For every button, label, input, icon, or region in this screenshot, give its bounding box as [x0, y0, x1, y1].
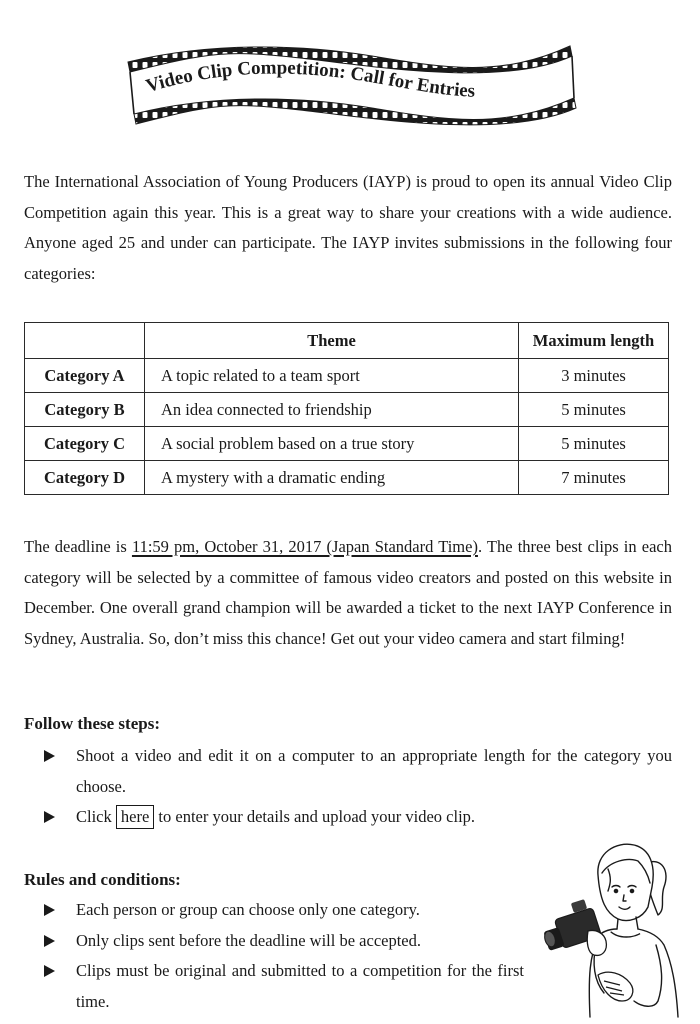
table-header-row — [25, 323, 669, 359]
deadline-details: . The three best clips in each category will be selected by a committee of famous video creators and posted on this website in December. One overall grand champion will be awarded a ticket to the next IAYP Conference in Sydney, Australia. So, don’t miss this chance! Get out your video camera and start filming! — [24, 537, 672, 648]
category-cell: Category A — [25, 359, 145, 393]
length-cell: 3 minutes — [519, 359, 669, 393]
steps-heading: Follow these steps: — [24, 714, 160, 733]
category-cell: Category C — [25, 427, 145, 461]
category-cell: Category B — [25, 393, 145, 427]
step-suffix: to enter your details and upload your video clip. — [154, 807, 476, 826]
triangle-bullet-icon — [44, 965, 55, 977]
table-header-length: Maximum length — [519, 323, 669, 359]
table-row — [25, 461, 669, 495]
film-strip-banner — [110, 40, 580, 140]
banner-title: Video Clip Competition: Call for Entries — [143, 57, 476, 102]
theme-cell: A mystery with a dramatic ending — [145, 461, 519, 495]
rules-list — [44, 895, 524, 1017]
categories-table — [24, 322, 669, 495]
triangle-bullet-icon — [44, 904, 55, 916]
length-cell: 5 minutes — [519, 393, 669, 427]
list-item — [44, 926, 524, 957]
triangle-bullet-icon — [44, 811, 55, 823]
rule-text: Each person or group can choose only one category. — [76, 900, 420, 919]
intro-paragraph: The International Association of Young Producers (IAYP) is proud to open its annual Video Clip Competition again this year. This is a great way to share your creations with a wide audience. Anyone aged 25 and under can participate. The IAYP invites submissions in the following four categories: — [24, 172, 672, 283]
theme-cell: An idea connected to friendship — [145, 393, 519, 427]
rules-heading: Rules and conditions: — [24, 870, 181, 889]
table-header-theme: Theme — [145, 323, 519, 359]
table-header-blank — [25, 323, 145, 359]
rule-text: Clips must be original and submitted to a competition for the first time. — [76, 961, 524, 1011]
girl-with-camera-illustration — [538, 835, 686, 1020]
list-item — [44, 741, 672, 802]
deadline-prefix: The deadline is — [24, 537, 132, 556]
triangle-bullet-icon — [44, 750, 55, 762]
deadline-date: 11:59 pm, October 31, 2017 (Japan Standard Time) — [131, 537, 478, 556]
steps-list — [44, 741, 672, 833]
theme-cell: A social problem based on a true story — [145, 427, 519, 461]
theme-cell: A topic related to a team sport — [145, 359, 519, 393]
category-cell: Category D — [25, 461, 145, 495]
step-text: Shoot a video and edit it on a computer to an appropriate length for the category you choose. — [76, 746, 672, 796]
list-item — [44, 956, 524, 1017]
length-cell: 7 minutes — [519, 461, 669, 495]
table-row — [25, 359, 669, 393]
list-item — [44, 802, 672, 833]
rule-text: Only clips sent before the deadline will be accepted. — [76, 930, 421, 950]
step-prefix: Click — [76, 807, 116, 826]
table-row — [25, 427, 669, 461]
table-row — [25, 393, 669, 427]
list-item — [44, 895, 524, 926]
here-link-button[interactable]: here — [116, 805, 154, 829]
length-cell: 5 minutes — [519, 427, 669, 461]
deadline-paragraph — [24, 532, 672, 654]
triangle-bullet-icon — [44, 935, 55, 947]
